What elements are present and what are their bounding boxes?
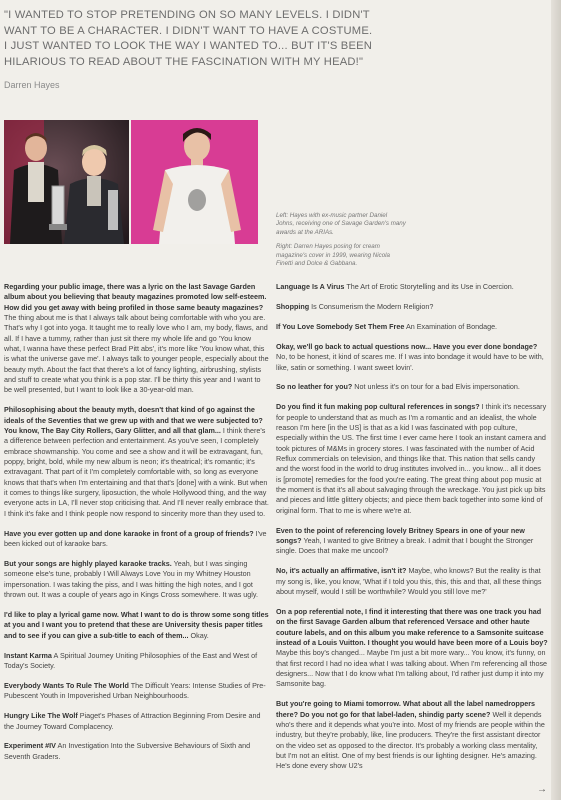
interview-question: Okay, we'll go back to actual questions now... Have you ever done bondage?: [276, 341, 538, 351]
interview-question: Everybody Wants To Rule The World: [4, 680, 129, 690]
interview-question: But your songs are highly played karaoke tracks.: [4, 559, 172, 569]
interview-paragraph: [4, 711, 269, 732]
pull-quote-line: HILARIOUS TO READ ABOUT THE FASCINATION WITH MY HEAD!": [4, 55, 364, 68]
interview-question: Even to the point of referencing lovely Britney Spears in one of your new songs?: [276, 525, 525, 546]
interview-question: Philosophising about the beauty myth, doesn't that kind of go against the ideals of the Seventies that we grew up with and that we were subjected to? You know, The Bay City Rollers, Gary Glitter, and all that glam...: [4, 405, 263, 436]
interview-paragraph: [276, 526, 548, 557]
continue-arrow-icon: →: [537, 784, 547, 795]
article-column-left: [4, 282, 269, 772]
interview-paragraph: [276, 566, 548, 597]
interview-paragraph: [276, 302, 548, 312]
interview-answer: I've been kicked out of karaoke bars.: [4, 528, 267, 549]
interview-answer: No, to be honest, it kind of scares me. If I was into bondage it would have to be with, like, satin or something. I want sweet lovin'.: [276, 352, 544, 372]
interview-paragraph: [276, 322, 548, 332]
interview-question: Language Is A Virus: [276, 282, 345, 291]
interview-answer: The Difficult Years: Intense Studies of Pre-Pubescent Youth in Impoverished Urban Neighbourhoods.: [4, 680, 266, 701]
interview-paragraph: [276, 699, 548, 771]
interview-paragraph: [4, 651, 269, 672]
interview-question: Instant Karma: [4, 650, 52, 660]
interview-question: If You Love Somebody Set Them Free: [276, 321, 405, 331]
quote-author: Darren Hayes: [4, 80, 60, 90]
interview-answer: Okay.: [190, 630, 209, 640]
pull-quote-line: WANT TO BE A CHARACTER. I DIDN'T WANT TO HAVE A COSTUME.: [4, 24, 373, 37]
interview-answer: Is Consumerism the Modern Religion?: [311, 301, 434, 311]
interview-answer: A Spiritual Journey Uniting Philosophies of the East and West of Today's Society.: [4, 650, 258, 670]
interview-question: Do you find it fun making pop cultural references in songs?: [276, 402, 480, 412]
interview-answer: Yeah, I wanted to give Britney a break. I admit that I bought the Stronger single. Does that make me uncool?: [276, 536, 534, 556]
interview-paragraph: [276, 342, 548, 373]
caption-left: Left: Hayes with ex-music partner Daniel Johns, receiving one of Savage Garden's many awards at the ARIAs.: [276, 212, 406, 236]
interview-question: On a pop referential note, I find it interesting that there was one track you had on the first Savage Garden album that referenced Versace and other haute couture labels, and on this album you make reference to a Samsonite suitcase instead of a Louis Vuitton. I thought you would have been more of a Louis boy?: [276, 607, 548, 648]
pull-quote: [4, 8, 424, 70]
interview-paragraph: [4, 529, 269, 550]
interview-paragraph: [4, 681, 269, 702]
interview-answer: Not unless it's on tour for a bad Elvis impersonation.: [354, 382, 520, 392]
interview-question: Shopping: [276, 301, 310, 311]
interview-question: Regarding your public image, there was a lyric on the last Savage Garden album about you believing that beauty magazines promoted low self-esteem. How did you get away with being profiled in those same beauty magazines?: [4, 282, 267, 312]
interview-question: Hungry Like The Wolf: [4, 711, 78, 721]
interview-paragraph: [4, 610, 269, 641]
interview-answer: Maybe this boy's changed... Maybe I'm just a bit more wary... You know, it's funny, on that first record I had no idea what I was talking about. When I'm referencing all those designers... Now that I do know what I'm talking about, I'd rather just dump it into my Samsonite bag.: [276, 648, 548, 689]
interview-question: Have you ever gotten up and done karaoke in front of a group of friends?: [4, 528, 254, 538]
pull-quote-line: I JUST WANTED TO LOOK THE WAY I WANTED TO... BUT IT'S BEEN: [4, 40, 373, 52]
interview-paragraph: [276, 382, 548, 392]
interview-paragraph: [4, 282, 269, 396]
interview-paragraph: [276, 282, 548, 292]
interview-question: Experiment #IV: [4, 741, 56, 751]
interview-question: I'd like to play a lyrical game now. What I want to do is throw some song titles at you and I want you to pretend that these are University thesis paper titles and to see if you can give a sub-title to each of them...: [4, 610, 269, 640]
interview-answer: I think it's necessary for people to understand that as much as I'm a romantic and an idealist, the whole reason I'm here [in the US] is that as a kid I was fascinated with pop culture, especially within the US. The first time I ever came here I took an instant camera and took pictures of M&Ms in grocery stores. I was fascinated with the number of Acid Reflux commercials on television, and things like that. This nation that sells candy and the worst food in the world to drug institutes involved in... you know... all it does is [promote] remedies for the food you're eating. The great thing about pop music at the moment is that it's all about salvaging through the wreckage. You just pick up bits and pieces and little glittery objects; and piece them back together into some kind of original form. That to me is where we're at.: [276, 402, 547, 515]
interview-question: But you're going to Miami tomorrow. What about all the label namedroppers there? Do you not go for that label-laden, shindig party scene?: [276, 699, 536, 719]
interview-paragraph: [276, 402, 548, 516]
interview-question: No, it's actually an affirmative, isn't it?: [276, 566, 407, 576]
interview-answer: An Investigation Into the Subversive Behaviours of Sixth and Seventh Graders.: [4, 741, 251, 761]
interview-answer: Yeah, but I was singing someone else's tune, probably I Will Always Love You in my Whitney Houston impersonation. I was taking the piss, and I was hitting the high notes, and I got thrown out. It was a couple of years ago in Kings Cross somewhere. It was ugly.: [4, 559, 258, 600]
interview-paragraph: [4, 741, 269, 762]
photo-hayes-with-daniel-johns: [4, 120, 129, 244]
interview-answer: The thing about me is that I always talk about being comfortable with who you are. That's why I got into yoga. It taught me to really love who I am, my body, flaws, and all. If I have a tummy, rather than just sit there my whole life and go 'You know what, I wanna have these perfect Brad Pitt abs', it's more like 'You know what, this is what the universe gave me'. I always talk to younger people, especially about the beauty myth. About the fact that there's a lot of fancy lighting, airbrushing, stylists and stuff to create what you think is a pop star. I'll be thirty this year and I want to be well presented, but I want to look like a 30-year-old man.: [4, 313, 269, 395]
interview-paragraph: [276, 607, 548, 690]
interview-paragraph: [4, 405, 269, 519]
caption-right: Right: Darren Hayes posing for cream magazine's cover in 1999, wearing Nicola Finetti and Dolce & Gabbana.: [276, 243, 390, 268]
interview-answer: Well it depends who's there and it depends what you're into. Most of my friends are people within the industry, but they're probably, like, line producers. They're the first assistant director on the video set as opposed to the director. It's probably a working class mentality, but I'm not an elitist. One of my best friends is our lighting designer. He's amazing. He's done every show U2's: [276, 709, 545, 771]
interview-question: So no leather for you?: [276, 382, 353, 392]
interview-paragraph: [4, 559, 269, 600]
interview-answer: Piaget's Phases of Attraction Beginning From Desire and the Journey Toward Complacency.: [4, 711, 261, 731]
interview-answer: An Examination of Bondage.: [405, 321, 498, 331]
photo-captions: [276, 212, 406, 274]
interview-answer: I think there's a difference between perfection and entertainment. As you've seen, I completely embrace showmanship. You come and see a show and it will be extravagant, fun, poppy, bright, bold, while my new album is neon; it's theatrical; it's romantic; it's extravagant. That part of it I'm completely comfortable with, so long as everyone knows that that's when I'm entertaining and that that's [done] with a wink. But when it comes to things like surgery, liposuction, the whole Hollywood thing, and the way everyone acts in LA, I'll never stop criticising that. And I'll never really embrace that. I think it's fake and I think people now respond to sincerity more than they used to.: [4, 426, 269, 518]
page-edge: [551, 0, 561, 800]
photo-darren-hayes-cream-cover: [131, 120, 258, 244]
interview-answer: The Art of Erotic Storytelling and its Use in Coercion.: [346, 282, 514, 291]
article-column-right: [276, 282, 548, 781]
pull-quote-line: "I WANTED TO STOP PRETENDING ON SO MANY LEVELS. I DIDN'T: [4, 9, 370, 21]
interview-answer: Maybe, who knows? But the reality is that my song is, like, you know, 'What if I told you this, this, this and that, all these things about myself, would I still be worthwhile? Would you still love me?': [276, 566, 542, 597]
